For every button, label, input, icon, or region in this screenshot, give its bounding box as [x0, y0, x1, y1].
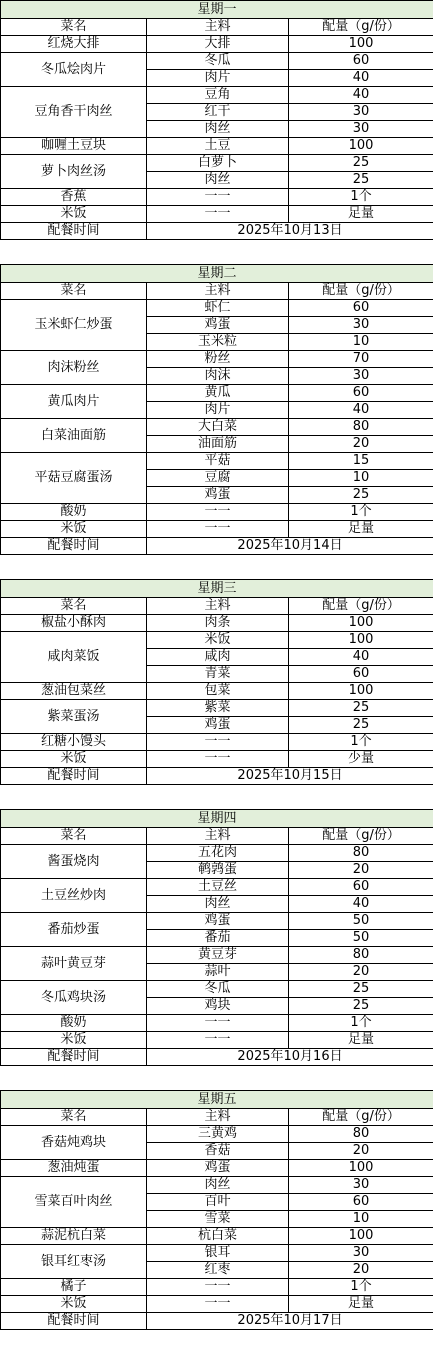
dish-name: 蒜泥杭白菜 [1, 1228, 147, 1245]
amount-cell: 25 [289, 700, 433, 717]
ingredient-cell: 一一 [147, 1296, 289, 1313]
amount-cell: 70 [289, 351, 433, 368]
column-header-row [1, 1109, 433, 1126]
table-row [1, 453, 433, 470]
table-row [1, 1032, 433, 1049]
amount-cell: 25 [289, 172, 433, 189]
ingredient-cell: 百叶 [147, 1194, 289, 1211]
amount-cell: 80 [289, 947, 433, 964]
amount-cell: 100 [289, 138, 433, 155]
amount-cell: 足量 [289, 521, 433, 538]
amount-cell: 60 [289, 385, 433, 402]
table-row [1, 189, 433, 206]
dish-name: 葱油炖蛋 [1, 1160, 147, 1177]
ingredient-cell: 一一 [147, 734, 289, 751]
column-header-row [1, 828, 433, 845]
amount-cell: 100 [289, 1160, 433, 1177]
ingredient-cell: 白萝卜 [147, 155, 289, 172]
amount-cell: 25 [289, 155, 433, 172]
menu-table-day-1 [0, 0, 433, 240]
ingredient-cell: 一一 [147, 1279, 289, 1296]
ingredient-cell: 豆角 [147, 87, 289, 104]
amount-cell: 80 [289, 845, 433, 862]
column-header-row [1, 598, 433, 615]
amount-cell: 15 [289, 453, 433, 470]
dish-name: 橘子 [1, 1279, 147, 1296]
column-header-main: 主料 [147, 598, 289, 615]
table-spacer [0, 1066, 433, 1090]
ingredient-cell: 红枣 [147, 1262, 289, 1279]
dish-name: 平菇豆腐蛋汤 [1, 453, 147, 504]
ingredient-cell: 一一 [147, 1015, 289, 1032]
meal-time-label: 配餐时间 [1, 1313, 147, 1330]
ingredient-cell: 鸡蛋 [147, 717, 289, 734]
dish-name: 冬瓜烩肉片 [1, 53, 147, 87]
dish-name: 酸奶 [1, 504, 147, 521]
table-row [1, 1245, 433, 1262]
ingredient-cell: 一一 [147, 189, 289, 206]
amount-cell: 30 [289, 121, 433, 138]
table-row [1, 1279, 433, 1296]
day-title: 星期一 [1, 1, 433, 19]
ingredient-cell: 鸡蛋 [147, 487, 289, 504]
amount-cell: 1个 [289, 189, 433, 206]
amount-cell: 30 [289, 104, 433, 121]
ingredient-cell: 平菇 [147, 453, 289, 470]
ingredient-cell: 冬瓜 [147, 981, 289, 998]
amount-cell: 80 [289, 1126, 433, 1143]
amount-cell: 100 [289, 1228, 433, 1245]
ingredient-cell: 香菇 [147, 1143, 289, 1160]
column-header-amount: 配量（g/份） [289, 283, 433, 300]
dish-name: 椒盐小酥肉 [1, 615, 147, 632]
ingredient-cell: 银耳 [147, 1245, 289, 1262]
ingredient-cell: 肉丝 [147, 1177, 289, 1194]
ingredient-cell: 肉沫 [147, 368, 289, 385]
amount-cell: 20 [289, 436, 433, 453]
dish-name: 白菜油面筋 [1, 419, 147, 453]
dish-name: 米饭 [1, 521, 147, 538]
table-row [1, 351, 433, 368]
ingredient-cell: 五花肉 [147, 845, 289, 862]
table-row [1, 87, 433, 104]
ingredient-cell: 紫菜 [147, 700, 289, 717]
table-row [1, 36, 433, 53]
amount-cell: 10 [289, 334, 433, 351]
amount-cell: 40 [289, 70, 433, 87]
dish-name: 萝卜肉丝汤 [1, 155, 147, 189]
dish-name: 蒜叶黄豆芽 [1, 947, 147, 981]
table-spacer [0, 785, 433, 809]
column-header-dish: 菜名 [1, 828, 147, 845]
dish-name: 银耳红枣汤 [1, 1245, 147, 1279]
meal-time-row [1, 223, 433, 240]
amount-cell: 1个 [289, 1015, 433, 1032]
table-row [1, 700, 433, 717]
amount-cell: 50 [289, 930, 433, 947]
day-title: 星期二 [1, 265, 433, 283]
column-header-row [1, 283, 433, 300]
table-row [1, 1160, 433, 1177]
amount-cell: 25 [289, 717, 433, 734]
amount-cell: 10 [289, 1211, 433, 1228]
table-row [1, 504, 433, 521]
table-row [1, 632, 433, 649]
table-row [1, 1126, 433, 1143]
amount-cell: 60 [289, 666, 433, 683]
amount-cell: 100 [289, 683, 433, 700]
amount-cell: 足量 [289, 206, 433, 223]
column-header-row [1, 19, 433, 36]
table-spacer [0, 240, 433, 264]
ingredient-cell: 鸡蛋 [147, 913, 289, 930]
meal-date: 2025年10月15日 [147, 768, 433, 785]
ingredient-cell: 一一 [147, 751, 289, 768]
dish-name: 米饭 [1, 206, 147, 223]
day-title: 星期五 [1, 1091, 433, 1109]
ingredient-cell: 肉丝 [147, 121, 289, 138]
dish-name: 紫菜蛋汤 [1, 700, 147, 734]
ingredient-cell: 红干 [147, 104, 289, 121]
amount-cell: 100 [289, 632, 433, 649]
amount-cell: 足量 [289, 1032, 433, 1049]
ingredient-cell: 油面筋 [147, 436, 289, 453]
menu-table-day-3 [0, 579, 433, 785]
day-title-row [1, 265, 433, 283]
dish-name: 肉沫粉丝 [1, 351, 147, 385]
meal-time-label: 配餐时间 [1, 768, 147, 785]
column-header-dish: 菜名 [1, 283, 147, 300]
meal-time-row [1, 768, 433, 785]
amount-cell: 60 [289, 879, 433, 896]
column-header-main: 主料 [147, 1109, 289, 1126]
meal-time-label: 配餐时间 [1, 223, 147, 240]
dish-name: 米饭 [1, 1296, 147, 1313]
ingredient-cell: 大排 [147, 36, 289, 53]
dish-name: 玉米虾仁炒蛋 [1, 300, 147, 351]
ingredient-cell: 大白菜 [147, 419, 289, 436]
amount-cell: 60 [289, 53, 433, 70]
table-row [1, 1015, 433, 1032]
amount-cell: 10 [289, 470, 433, 487]
amount-cell: 25 [289, 981, 433, 998]
amount-cell: 50 [289, 913, 433, 930]
table-row [1, 1177, 433, 1194]
dish-name: 红糖小馒头 [1, 734, 147, 751]
table-row [1, 1296, 433, 1313]
amount-cell: 1个 [289, 1279, 433, 1296]
meal-date: 2025年10月14日 [147, 538, 433, 555]
amount-cell: 40 [289, 87, 433, 104]
table-spacer [0, 555, 433, 579]
column-header-dish: 菜名 [1, 19, 147, 36]
meal-time-row [1, 1313, 433, 1330]
column-header-main: 主料 [147, 828, 289, 845]
ingredient-cell: 土豆 [147, 138, 289, 155]
amount-cell: 30 [289, 1177, 433, 1194]
amount-cell: 40 [289, 649, 433, 666]
ingredient-cell: 一一 [147, 521, 289, 538]
table-row [1, 683, 433, 700]
amount-cell: 25 [289, 998, 433, 1015]
dish-name: 咸肉菜饭 [1, 632, 147, 683]
table-row [1, 419, 433, 436]
column-header-amount: 配量（g/份） [289, 1109, 433, 1126]
ingredient-cell: 鹌鹑蛋 [147, 862, 289, 879]
dish-name: 酸奶 [1, 1015, 147, 1032]
ingredient-cell: 玉米粒 [147, 334, 289, 351]
ingredient-cell: 肉丝 [147, 896, 289, 913]
menu-table-day-4 [0, 809, 433, 1066]
table-row [1, 845, 433, 862]
column-header-dish: 菜名 [1, 1109, 147, 1126]
dish-name: 米饭 [1, 1032, 147, 1049]
ingredient-cell: 土豆丝 [147, 879, 289, 896]
amount-cell: 40 [289, 896, 433, 913]
meal-time-row [1, 538, 433, 555]
amount-cell: 足量 [289, 1296, 433, 1313]
amount-cell: 20 [289, 964, 433, 981]
amount-cell: 30 [289, 368, 433, 385]
menu-table-day-5 [0, 1090, 433, 1330]
ingredient-cell: 粉丝 [147, 351, 289, 368]
menu-table-day-2 [0, 264, 433, 555]
amount-cell: 1个 [289, 504, 433, 521]
dish-name: 土豆丝炒肉 [1, 879, 147, 913]
column-header-amount: 配量（g/份） [289, 598, 433, 615]
table-row [1, 1228, 433, 1245]
table-row [1, 913, 433, 930]
day-title: 星期四 [1, 810, 433, 828]
amount-cell: 20 [289, 1262, 433, 1279]
ingredient-cell: 肉片 [147, 70, 289, 87]
amount-cell: 30 [289, 317, 433, 334]
day-title-row [1, 810, 433, 828]
table-row [1, 751, 433, 768]
amount-cell: 60 [289, 1194, 433, 1211]
table-row [1, 981, 433, 998]
amount-cell: 100 [289, 36, 433, 53]
ingredient-cell: 冬瓜 [147, 53, 289, 70]
dish-name: 酱蛋烧肉 [1, 845, 147, 879]
dish-name: 冬瓜鸡块汤 [1, 981, 147, 1015]
meal-time-row [1, 1049, 433, 1066]
column-header-amount: 配量（g/份） [289, 19, 433, 36]
ingredient-cell: 咸肉 [147, 649, 289, 666]
ingredient-cell: 青菜 [147, 666, 289, 683]
amount-cell: 30 [289, 1245, 433, 1262]
ingredient-cell: 番茄 [147, 930, 289, 947]
ingredient-cell: 黄豆芽 [147, 947, 289, 964]
column-header-main: 主料 [147, 19, 289, 36]
ingredient-cell: 蒜叶 [147, 964, 289, 981]
amount-cell: 20 [289, 862, 433, 879]
table-row [1, 53, 433, 70]
column-header-dish: 菜名 [1, 598, 147, 615]
ingredient-cell: 一一 [147, 1032, 289, 1049]
table-row [1, 947, 433, 964]
ingredient-cell: 虾仁 [147, 300, 289, 317]
ingredient-cell: 三黄鸡 [147, 1126, 289, 1143]
meal-date: 2025年10月16日 [147, 1049, 433, 1066]
ingredient-cell: 杭白菜 [147, 1228, 289, 1245]
amount-cell: 少量 [289, 751, 433, 768]
table-row [1, 300, 433, 317]
ingredient-cell: 肉条 [147, 615, 289, 632]
table-row [1, 734, 433, 751]
meal-time-label: 配餐时间 [1, 538, 147, 555]
ingredient-cell: 鸡蛋 [147, 1160, 289, 1177]
table-row [1, 879, 433, 896]
dish-name: 香菇炖鸡块 [1, 1126, 147, 1160]
ingredient-cell: 肉片 [147, 402, 289, 419]
ingredient-cell: 一一 [147, 504, 289, 521]
meal-date: 2025年10月13日 [147, 223, 433, 240]
day-title-row [1, 580, 433, 598]
dish-name: 雪菜百叶肉丝 [1, 1177, 147, 1228]
day-title: 星期三 [1, 580, 433, 598]
dish-name: 豆角香干肉丝 [1, 87, 147, 138]
day-title-row [1, 1, 433, 19]
table-row [1, 138, 433, 155]
amount-cell: 20 [289, 1143, 433, 1160]
dish-name: 香蕉 [1, 189, 147, 206]
column-header-main: 主料 [147, 283, 289, 300]
dish-name: 番茄炒蛋 [1, 913, 147, 947]
amount-cell: 60 [289, 300, 433, 317]
amount-cell: 25 [289, 487, 433, 504]
ingredient-cell: 肉丝 [147, 172, 289, 189]
dish-name: 葱油包菜丝 [1, 683, 147, 700]
day-title-row [1, 1091, 433, 1109]
ingredient-cell: 米饭 [147, 632, 289, 649]
column-header-amount: 配量（g/份） [289, 828, 433, 845]
ingredient-cell: 鸡块 [147, 998, 289, 1015]
dish-name: 咖喱土豆块 [1, 138, 147, 155]
meal-time-label: 配餐时间 [1, 1049, 147, 1066]
dish-name: 米饭 [1, 751, 147, 768]
table-row [1, 385, 433, 402]
amount-cell: 100 [289, 615, 433, 632]
dish-name: 红烧大排 [1, 36, 147, 53]
ingredient-cell: 黄瓜 [147, 385, 289, 402]
amount-cell: 1个 [289, 734, 433, 751]
amount-cell: 40 [289, 402, 433, 419]
table-row [1, 206, 433, 223]
ingredient-cell: 包菜 [147, 683, 289, 700]
table-row [1, 521, 433, 538]
amount-cell: 80 [289, 419, 433, 436]
ingredient-cell: 雪菜 [147, 1211, 289, 1228]
ingredient-cell: 鸡蛋 [147, 317, 289, 334]
ingredient-cell: 一一 [147, 206, 289, 223]
dish-name: 黄瓜肉片 [1, 385, 147, 419]
table-row [1, 615, 433, 632]
ingredient-cell: 豆腐 [147, 470, 289, 487]
table-row [1, 155, 433, 172]
meal-date: 2025年10月17日 [147, 1313, 433, 1330]
